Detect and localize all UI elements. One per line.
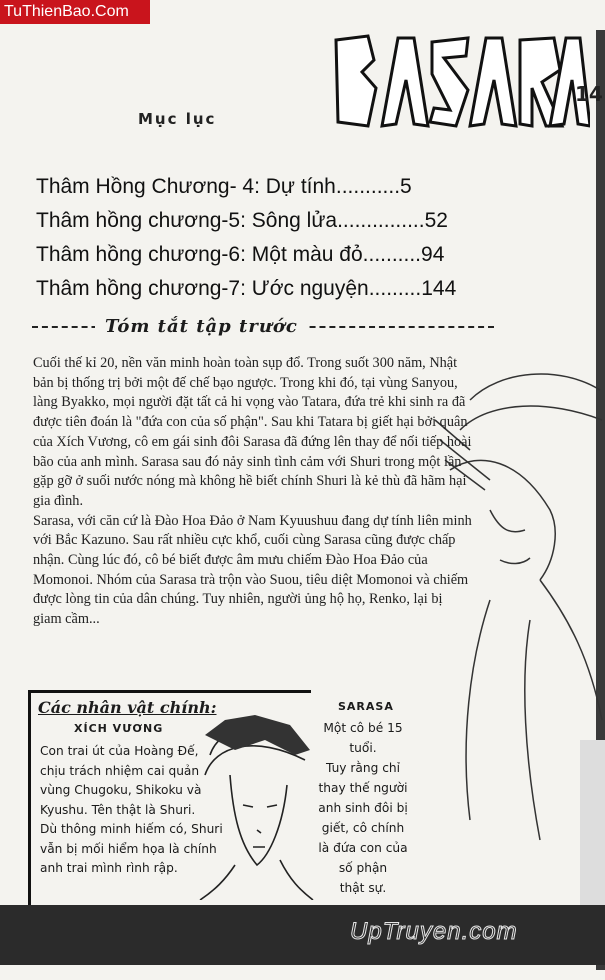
toc-entry-title: Thâm hồng chương-7: Ước nguyện	[36, 277, 369, 300]
desc-line: anh trai mình rình rập.	[40, 861, 178, 875]
toc-entry-dots: ..........	[362, 243, 422, 266]
portrait-drawing	[195, 715, 315, 900]
toc-entry	[36, 272, 546, 306]
desc-line: thay thế người	[318, 781, 408, 795]
logo-letters	[328, 30, 590, 130]
toc-entry-dots: .........	[368, 277, 422, 300]
desc-line: vẫn bị mối hiểm họa là chính	[40, 841, 217, 856]
toc-entry-page: 52	[424, 209, 448, 232]
toc-entry-dots: ...............	[337, 209, 425, 232]
toc-entry-dots: ...........	[335, 175, 401, 198]
desc-line: Dù thông minh hiếm có, Shuri	[40, 822, 223, 836]
desc-line: số phận	[338, 861, 388, 875]
summary-paragraph: Sarasa, với căn cứ là Đào Hoa Đảo ở Nam Kyuushuu đang dự tính liên minh với Bắc Kazuno. Sau rất nhiều cực khổ, cuối cùng Sarasa cũng được chấp nhận. Cùng lúc đó, cô bé biết được âm mưu chiếm Đào Hoa Đảo của Momonoi. Nhóm của Sarasa trà trộn vào Suou, tiêu diệt Momonoi và chiếm được lòng tin của dân chúng. Tuy nhiên, người ủng hộ họ, Renko, lại bị giam cầm...	[33, 512, 472, 628]
desc-line: Tuy rằng chỉ	[325, 761, 401, 775]
desc-line: chịu trách nhiệm cai quản	[40, 763, 200, 778]
desc-line: Con trai út của Hoàng Đế,	[40, 744, 199, 758]
toc-entry-title: Thâm Hồng Chương- 4: Dự tính	[36, 175, 336, 198]
toc-entry-page: 144	[421, 277, 457, 300]
summary-heading: Tóm tắt tập trước	[95, 316, 308, 337]
site-watermark-top: TuThienBao.Com	[0, 0, 150, 24]
character-name-xich-vuong: XÍCH VƯƠNG	[74, 722, 164, 735]
character-name-sarasa: SARASA	[338, 700, 394, 713]
toc-entry-page: 94	[421, 243, 445, 266]
character-desc-sarasa	[308, 718, 418, 898]
toc-heading: Mục lục	[138, 110, 217, 128]
table-of-contents	[36, 170, 546, 306]
toc-entry	[36, 204, 546, 238]
toc-entry-title: Thâm hồng chương-6: Một màu đỏ	[36, 243, 363, 266]
desc-line: Một cô bé 15 tuổi.	[323, 721, 403, 755]
toc-entry	[36, 170, 546, 204]
desc-line: Kyushu. Tên thật là Shuri.	[40, 802, 196, 817]
desc-line: là đứa con của	[318, 841, 408, 855]
volume-number: 14	[575, 82, 603, 106]
desc-line: thật sự.	[339, 881, 387, 895]
desc-line: anh sinh đôi bị	[318, 801, 408, 815]
xich-vuong-illustration	[195, 715, 315, 900]
basara-logo	[328, 30, 590, 130]
previous-summary	[33, 354, 473, 630]
toc-entry-page: 5	[400, 175, 412, 198]
desc-line: vùng Chugoku, Shikoku và	[40, 783, 202, 797]
desc-line: giết, cô chính	[321, 821, 405, 835]
site-watermark-bottom: UpTruyen.com	[350, 918, 518, 945]
characters-heading: Các nhân vật chính:	[38, 698, 217, 717]
summary-paragraph: Cuối thế kỉ 20, nền văn minh hoàn toàn sụp đổ. Trong suốt 300 năm, Nhật bản bị thống trị bởi một đế chế bạo ngược. Trong khi đó, tại vùng Sanyou, làng Byakko, mọi người đặt tất cả hi vọng vào Tatara, đứa trẻ khi sinh ra đã được tiên đoán là "đứa con của số phận". Sau khi Tatara bị giết hại bởi quân của Xích Vương, cô em gái sinh đôi Sarasa đã đứng lên thay để nối tiếp hoài bão của anh mình. Sarasa sau đó nảy sinh tình cảm với Shuri trong một lần gặp gỡ ở suối nước nóng mà không hề biết chính Shuri là kẻ thù đã hãm hại gia đình.	[33, 355, 472, 509]
toc-entry	[36, 238, 546, 272]
toc-entry-title: Thâm hồng chương-5: Sông lửa	[36, 209, 338, 232]
